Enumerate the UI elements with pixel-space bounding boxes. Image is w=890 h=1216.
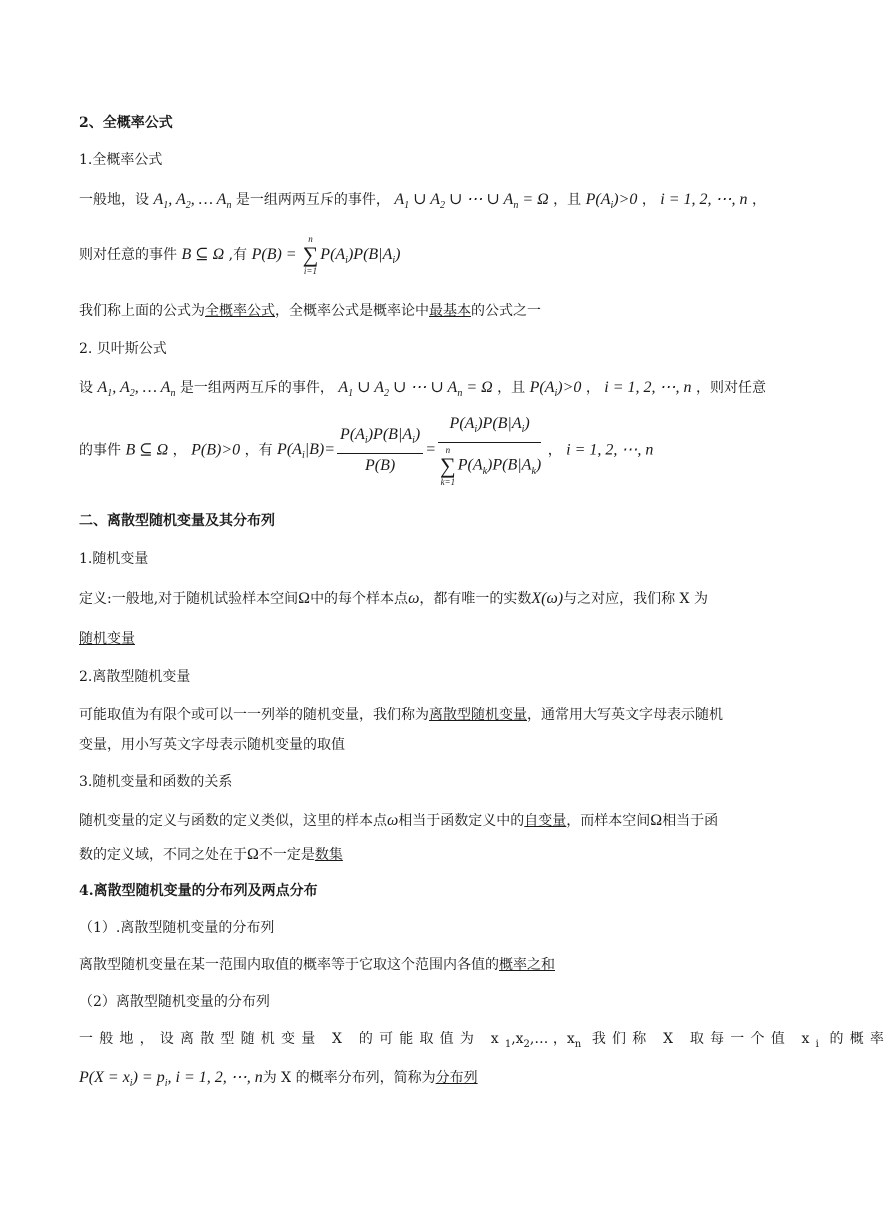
text: 一般地，设 <box>79 192 149 208</box>
symbol-omega: Ω <box>247 846 259 863</box>
subheading-distribution-two-point: 4.离散型随机变量的分布列及两点分布 <box>79 883 318 899</box>
text: 可能取值为有限个或可以一一列举的随机变量，我们称为 <box>79 707 429 723</box>
text: ， <box>641 192 656 208</box>
formula-positive-prob: $P(A_i)>0$ <box>529 379 582 400</box>
paragraph-distribution-formula <box>79 1068 800 1094</box>
section-heading-discrete-random-variable: 二、离散型随机变量及其分布列 <box>79 513 275 529</box>
term-total-probability: 全概率公式 <box>205 303 275 319</box>
text: 离散型随机变量在某一范围内取值的概率等于它取这个范围内各值的 <box>79 957 499 973</box>
paragraph-random-variable-definition <box>79 589 800 609</box>
text: 不一定是 <box>258 847 315 863</box>
formula-index-range: i = 1, 2, ⋯, n <box>604 379 692 396</box>
term-number-set: 数集 <box>314 847 343 863</box>
text: 数的定义域，不同之处在于 <box>79 847 247 863</box>
text: 相当于函数定义中的 <box>398 813 525 829</box>
paragraph-range-probability <box>79 955 800 975</box>
text: 的概率 <box>829 1031 890 1047</box>
text: ， <box>752 192 766 208</box>
term-most-basic: 最基本 <box>429 303 471 319</box>
paragraph-distribution-definition: 一般地，设离散型随机变量 X 的可能取值为 $x_1,x_2,\dots$ ，$x_n$ 我们称 X 取每一个值 $x_i$ 的概率 <box>79 1031 890 1050</box>
term-random-variable: 随机变量 <box>79 631 135 647</box>
text: 随机变量的定义与函数的定义类似，这里的样本点 <box>79 813 387 829</box>
text: 是一组两两互斥的事件， <box>235 192 390 208</box>
paragraph-discrete-definition <box>79 705 800 725</box>
formula-x-omega: X(ω) <box>531 590 564 607</box>
paragraph-relation <box>79 811 800 831</box>
summation: n ∑ i=1 <box>302 234 319 277</box>
text: ，都有唯一的实数 <box>419 591 532 607</box>
term-independent-variable: 自变量 <box>524 813 567 829</box>
subheading-variable-function-relation: 3.随机变量和函数的关系 <box>79 774 233 790</box>
formula-b-subset: B ⊆ Ω <box>125 441 169 459</box>
formula-bayes: $P(A_i|B)=$ $\frac{P(A_i)P(B|A_i)}{P(B)}$ = $P(A_i)P(B|A_i)$ n ∑ k=1 $P(A_k)P(B|A_k)$ <box>277 415 542 488</box>
symbol-small-omega: ω <box>387 812 399 829</box>
text: 的公式之一 <box>471 303 541 319</box>
text: ，通常用大写英文字母表示随机 <box>527 707 723 723</box>
subheading-bayes: 2. 贝叶斯公式 <box>79 341 167 357</box>
term-discrete-random-variable: 离散型随机变量 <box>429 707 527 723</box>
term-distribution-list: 分布列 <box>435 1070 478 1086</box>
text: ， <box>585 380 600 396</box>
paragraph-continuation <box>79 629 800 649</box>
formula-union-omega: $A_1$ ∪ $A_2$ ∪ ⋯ ∪ $A_n = \Omega$ <box>338 379 493 400</box>
text: 是一组两两互斥的事件， <box>179 380 334 396</box>
text: ，且 <box>497 380 526 396</box>
text: 中的每个样本点 <box>310 591 409 607</box>
text: ，全概率公式是概率论中 <box>275 303 429 319</box>
paragraph-partition-definition <box>79 190 800 216</box>
text: 与之对应，我们称 X 为 <box>563 591 708 607</box>
text: 我们称 X 取每一个值 x <box>591 1031 816 1047</box>
paragraph-total-probability-note <box>79 301 800 321</box>
formula-b-subset: B ⊆ Ω <box>181 246 225 263</box>
paragraph-total-probability <box>79 234 800 282</box>
formula-index-range: i = 1, 2, ⋯, n <box>660 191 748 208</box>
text: ， <box>547 442 562 459</box>
symbol-omega: Ω <box>650 812 663 829</box>
formula-events-list: $A_1$, $A_2$, … $A_n$ <box>153 191 232 212</box>
fraction-bayes-2: $P(A_i)P(B|A_i)$ n ∑ k=1 $P(A_k)P(B|A_k)$ <box>440 415 542 488</box>
term-sum-of-probabilities: 概率之和 <box>499 957 555 973</box>
text: 一般地，设离散型随机变量 X 的可能取值为 x <box>79 1031 505 1047</box>
fraction-bayes-1: $\frac{P(A_i)P(B|A_i)}{P(B)}$ <box>337 425 423 476</box>
text: 的事件 <box>79 442 121 459</box>
section-heading-total-probability: 2、全概率公式 <box>79 115 173 131</box>
text: ，且 <box>553 192 582 208</box>
paragraph-bayes-partition <box>79 378 800 404</box>
text: ，而样本空间 <box>566 813 651 829</box>
text: 为 X 的概率分布列，简称为 <box>262 1070 436 1086</box>
text: ， <box>172 442 187 459</box>
text: 我们称上面的公式为 <box>79 303 205 319</box>
subheading-total-probability-formula: 1.全概率公式 <box>79 152 163 168</box>
text: ,有 <box>228 247 248 263</box>
subheading-distribution-list: （1）.离散型随机变量的分布列 <box>79 920 275 936</box>
formula-index-range: i = 1, 2, ⋯, n <box>566 441 654 459</box>
paragraph-relation-cont <box>79 845 800 865</box>
summation: n ∑ k=1 <box>440 445 456 488</box>
paragraph-bayes-formula <box>79 414 800 487</box>
formula-positive-prob: $P(A_i)>0$ <box>585 191 638 212</box>
text: 设 <box>79 380 93 396</box>
subheading-discrete-random-variable: 2.离散型随机变量 <box>79 669 191 685</box>
formula-total-probability: P(B) = n ∑ i=1 $P(A_i)P(B|A_i)$ <box>251 234 401 277</box>
paragraph-discrete-definition-cont: 变量，用小写英文字母表示随机变量的取值 <box>79 737 345 753</box>
text: 则对任意的事件 <box>79 247 177 263</box>
text: ，则对任意 <box>696 380 766 396</box>
formula-pb-positive: P(B)>0 <box>191 441 241 459</box>
text: 定义:一般地,对于随机试验样本空间 <box>79 591 299 607</box>
formula-events-list: $A_1$, $A_2$, … $A_n$ <box>97 379 176 400</box>
text: ，有 <box>244 442 273 459</box>
subheading-distribution-list-2: （2）离散型随机变量的分布列 <box>79 994 270 1010</box>
formula-union-omega: $A_1$ ∪ $A_2$ ∪ ⋯ ∪ $A_n = \Omega$ <box>394 191 549 212</box>
subheading-random-variable: 1.随机变量 <box>79 551 149 567</box>
symbol-small-omega: ω <box>408 590 420 607</box>
formula-distribution: $P(X = x_i) = p_i$, i = 1, 2, ⋯, n <box>79 1069 263 1090</box>
symbol-omega: Ω <box>298 590 311 607</box>
text: 相当于函 <box>662 813 719 829</box>
